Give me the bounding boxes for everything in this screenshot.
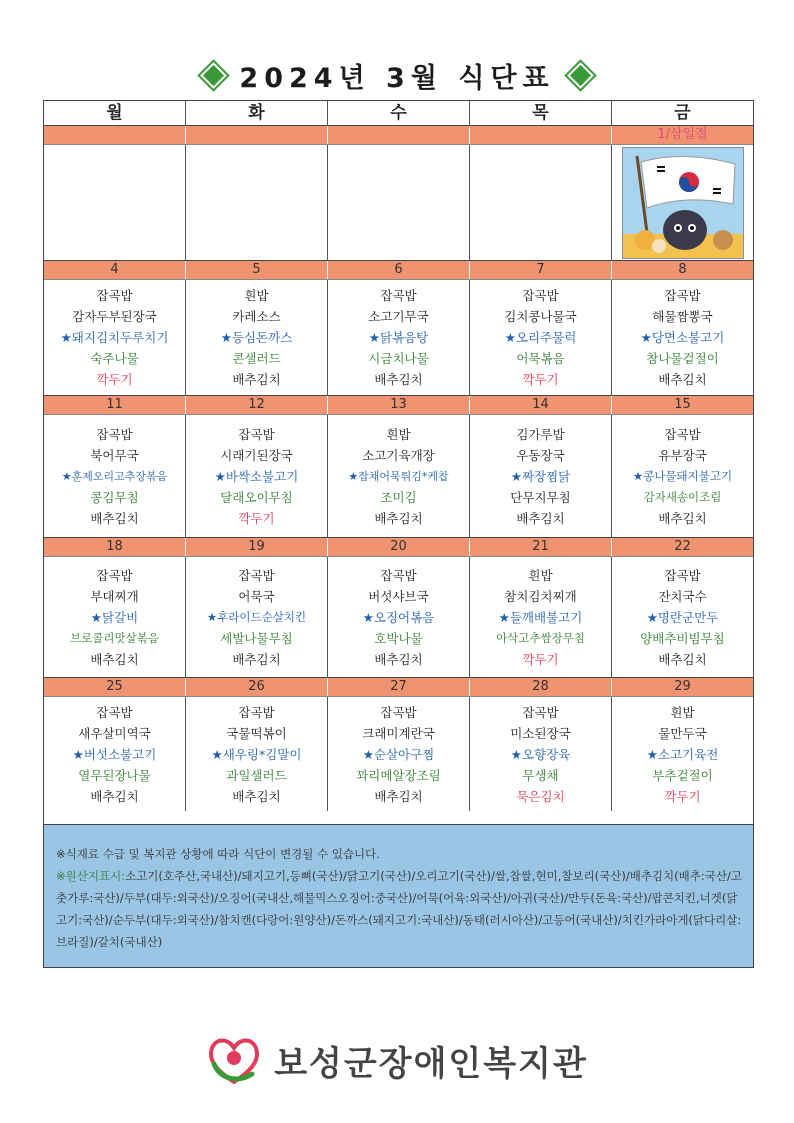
- menu-side: 무생채: [522, 767, 559, 783]
- menu-kimchi: 배추김치: [374, 788, 423, 804]
- menu-soup: 새우살미역국: [78, 725, 151, 741]
- day-menu: [470, 697, 612, 811]
- menu-soup: 국물떡볶이: [226, 725, 287, 741]
- menu-rice: 잡곡밥: [664, 567, 701, 583]
- menu-rice: 잡곡밥: [380, 288, 417, 303]
- weekday-tue: 화: [186, 101, 328, 125]
- weekday-thu: 목: [470, 101, 612, 125]
- menu-kimchi: 배추김치: [232, 651, 281, 667]
- menu-soup: 우동장국: [516, 447, 565, 463]
- menu-main: ★닭갈비: [90, 609, 139, 625]
- day-menu: [470, 557, 612, 677]
- date-label: 25: [44, 678, 186, 696]
- menu-rice: 흰밥: [244, 288, 269, 303]
- menu-main: ★당면소불고기: [640, 330, 725, 345]
- empty-cell: [470, 145, 612, 260]
- menu-kimchi: 배추김치: [658, 372, 707, 387]
- menu-soup: 북어무국: [90, 447, 139, 463]
- menu-kimchi: 배추김치: [658, 510, 707, 526]
- menu-rice: 잡곡밥: [380, 704, 417, 720]
- footer: [0, 1030, 794, 1090]
- menu-main: ★들깨배불고기: [498, 609, 583, 625]
- diamond-right-icon: [569, 64, 590, 85]
- menu-rice: 잡곡밥: [96, 426, 133, 442]
- weekday-header: [44, 101, 753, 126]
- date-row: [44, 126, 753, 145]
- menu-main: ★순살아구찜: [362, 746, 435, 762]
- menu-calendar: [43, 100, 754, 825]
- date-label: 19: [186, 538, 328, 556]
- day-menu: [470, 415, 612, 537]
- menu-kimchi: 배추김치: [374, 651, 423, 667]
- menu-side: 달래오이무침: [220, 489, 293, 505]
- notes-box: [43, 824, 754, 968]
- menu-rice: 잡곡밥: [238, 567, 275, 583]
- menu-soup: 버섯샤브국: [368, 588, 429, 604]
- menu-kimchi: 묵은김치: [516, 788, 565, 804]
- menu-main: ★오향장육: [510, 746, 571, 762]
- menu-main: ★후라이드순살치킨: [206, 609, 307, 624]
- menu-soup: 참치김치찌개: [504, 588, 577, 604]
- menu-rice: 잡곡밥: [380, 567, 417, 583]
- menu-kimchi: 깍두기: [522, 651, 559, 667]
- date-label: 15: [674, 397, 691, 412]
- day-menu: [470, 280, 612, 395]
- menu-side: 감자새송이조림: [643, 489, 722, 504]
- date-label: 28: [470, 678, 612, 696]
- menu-main: ★짜장찜닭: [510, 468, 571, 484]
- menu-side: 꽈리메알장조림: [356, 767, 441, 783]
- date-label: 5: [186, 261, 328, 279]
- menu-side: 호박나물: [374, 630, 423, 646]
- day-menu: [44, 280, 186, 395]
- menu-kimchi: 배추김치: [232, 372, 281, 387]
- date-label: 13: [328, 396, 470, 414]
- menu-kimchi: 깍두기: [96, 372, 133, 387]
- menu-side: 시금치나물: [368, 351, 429, 366]
- menu-kimchi: 깍두기: [522, 372, 559, 387]
- week-row-4: [44, 678, 753, 811]
- day-menu: [44, 557, 186, 677]
- origin-info: [56, 865, 743, 953]
- menu-rice: 잡곡밥: [664, 288, 701, 303]
- day-menu: [328, 557, 470, 677]
- menu-kimchi: 배추김치: [232, 788, 281, 804]
- menu-side: 어묵볶음: [516, 351, 565, 366]
- menu-main: ★명란군만두: [646, 609, 719, 625]
- menu-main: ★콩나물돼지불고기: [632, 468, 733, 483]
- menu-side: 콩김무침: [90, 489, 139, 505]
- date-label: 26: [186, 678, 328, 696]
- menu-kimchi: 깍두기: [664, 788, 701, 804]
- menu-rice: 흰밥: [386, 426, 411, 442]
- heart-logo-icon: [206, 1034, 262, 1086]
- date-label: 11: [44, 396, 186, 414]
- day-menu: [612, 415, 753, 537]
- diamond-left-icon: [203, 64, 224, 85]
- flag-illustration: [622, 147, 744, 259]
- date-label: 4: [44, 261, 186, 279]
- menu-rice: 김가루밥: [516, 426, 565, 442]
- menu-side: 숙주나물: [90, 351, 139, 366]
- menu-soup: 크래미계란국: [362, 725, 435, 741]
- menu-rice: 잡곡밥: [664, 426, 701, 442]
- date-label: 6: [328, 261, 470, 279]
- menu-soup: 미소된장국: [510, 725, 571, 741]
- menu-kimchi: 배추김치: [374, 372, 423, 387]
- date-label: 20: [328, 538, 470, 556]
- date-label: 12: [186, 396, 328, 414]
- menu-side: 단무지무침: [510, 489, 571, 505]
- week-row-3: [44, 538, 753, 678]
- menu-rice: 잡곡밥: [522, 704, 559, 720]
- menu-kimchi: 배추김치: [374, 510, 423, 526]
- menu-kimchi: 배추김치: [90, 788, 139, 804]
- menu-main: ★오리주물럭: [504, 330, 577, 345]
- day-menu: [328, 280, 470, 395]
- menu-kimchi: 배추김치: [90, 510, 139, 526]
- menu-main: ★새우링*김말이: [211, 746, 302, 762]
- menu-main: ★닭볶음탕: [368, 330, 429, 345]
- week-row-1: [44, 261, 753, 396]
- menu-side: 부추겉절이: [652, 767, 713, 783]
- menu-soup: 소고기육개장: [362, 447, 435, 463]
- date-row: [44, 261, 753, 280]
- day-menu: [186, 280, 328, 395]
- date-row: [44, 538, 753, 557]
- menu-side: 참나물겉절이: [646, 351, 719, 366]
- menu-side: 조미김: [380, 489, 417, 505]
- menu-soup: 해물짬뽕국: [652, 309, 713, 324]
- menu-rice: 흰밥: [528, 567, 553, 583]
- day-menu: [328, 415, 470, 537]
- menu-soup: 감자두부된장국: [72, 309, 157, 324]
- day-menu: [186, 557, 328, 677]
- week-row-0: [44, 126, 753, 261]
- origin-label: ※원산지표시:: [56, 869, 126, 883]
- date-row: [44, 678, 753, 697]
- menu-main: ★오징어볶음: [362, 609, 435, 625]
- menu-kimchi: 배추김치: [658, 651, 707, 667]
- date-label: 18: [44, 538, 186, 556]
- menu-main: ★등심돈까스: [220, 330, 293, 345]
- date-label: 27: [328, 678, 470, 696]
- menu-side: 아삭고추쌈장무침: [496, 630, 585, 645]
- menu-kimchi: 배추김치: [516, 510, 565, 526]
- menu-soup: 시래기된장국: [220, 447, 293, 463]
- menu-soup: 잔치국수: [658, 588, 707, 604]
- title-row: [0, 56, 794, 94]
- change-notice: ※식재료 수급 및 복지관 상황에 따라 식단이 변경될 수 있습니다.: [56, 847, 380, 861]
- day-menu: [186, 415, 328, 537]
- menu-side: 과일샐러드: [226, 767, 287, 783]
- page-title: 2024년 3월 식단표: [239, 62, 555, 94]
- menu-main: ★훈제오리고추장볶음: [61, 469, 168, 483]
- menu-rice: 잡곡밥: [522, 288, 559, 303]
- weekday-mon: 월: [44, 101, 186, 125]
- empty-cell: [186, 145, 328, 260]
- menu-kimchi: 깍두기: [238, 510, 275, 526]
- date-label: 14: [470, 396, 612, 414]
- menu-main: ★소고기육전: [646, 746, 719, 762]
- menu-soup: 부대찌개: [90, 588, 139, 604]
- menu-soup: 물만두국: [658, 725, 707, 741]
- holiday-cell: [612, 145, 753, 260]
- menu-side: 양배추비빔무침: [640, 630, 725, 646]
- day-menu: [44, 415, 186, 537]
- menu-rice: 잡곡밥: [96, 567, 133, 583]
- menu-rice: 잡곡밥: [238, 426, 275, 442]
- menu-side: 열무된장나물: [78, 767, 151, 783]
- date-label: 22: [674, 539, 691, 554]
- menu-soup: 어묵국: [238, 588, 275, 604]
- day-menu: [612, 697, 753, 811]
- date-label: 8: [678, 262, 687, 277]
- menu-kimchi: 배추김치: [90, 651, 139, 667]
- weekday-wed: 수: [328, 101, 470, 125]
- empty-cell: [44, 145, 186, 260]
- menu-soup: 카레소스: [232, 309, 281, 324]
- menu-side: 콘샐러드: [232, 351, 281, 366]
- holiday-label: 1/삼일절: [657, 127, 708, 142]
- menu-main: ★바싹소불고기: [214, 468, 299, 484]
- day-menu: [328, 697, 470, 811]
- empty-cell: [328, 145, 470, 260]
- menu-main: ★잡채어묵튀김*케찹: [348, 469, 449, 483]
- date-label: 29: [674, 679, 691, 694]
- origin-text: 소고기(호주산,국내산)/돼지고기,등뼈(국산)/닭고기(국산)/오리고기(국산)/쌀,찹쌀,현미,찰보리(국산)/배추김치(배추:국산/고춧가루:국산)/두부(대두:외국산)/오징어(국내산,해물믹스오징어:중국산)/어묵(어육:외국산)/아귀(국산)/만두(돈육:국산)/팝콘치킨,너겟(닭고기:국산)/순두부(대두:외국산)/참치캔(다랑어:원양산)/돈까스(돼지고기:국내산)/동태(러시아산)/고등어(국내산)/치킨가라아게(닭다리살:브라질)/갈치(국내산): [56, 869, 742, 949]
- day-menu: [612, 280, 753, 395]
- day-menu: [44, 697, 186, 811]
- weekday-fri: 금: [674, 103, 691, 123]
- menu-rice: 잡곡밥: [238, 704, 275, 720]
- menu-side: 세발나물무침: [220, 630, 293, 646]
- menu-rice: 흰밥: [670, 704, 695, 720]
- menu-side: 브로콜리맛살볶음: [70, 630, 159, 645]
- menu-rice: 잡곡밥: [96, 288, 133, 303]
- organization-name: 보성군장애인복지관: [274, 1043, 588, 1084]
- date-label: 7: [470, 261, 612, 279]
- week-row-2: [44, 396, 753, 538]
- day-menu: [612, 557, 753, 677]
- menu-main: ★버섯소불고기: [72, 746, 157, 762]
- date-label: 21: [470, 538, 612, 556]
- menu-main: ★돼지김치두루치기: [60, 330, 169, 345]
- menu-rice: 잡곡밥: [96, 704, 133, 720]
- korean-flag-icon: [623, 148, 743, 258]
- menu-soup: 유부장국: [658, 447, 707, 463]
- menu-soup: 소고기무국: [368, 309, 429, 324]
- day-menu: [186, 697, 328, 811]
- menu-soup: 김치콩나물국: [504, 309, 577, 324]
- date-row: [44, 396, 753, 415]
